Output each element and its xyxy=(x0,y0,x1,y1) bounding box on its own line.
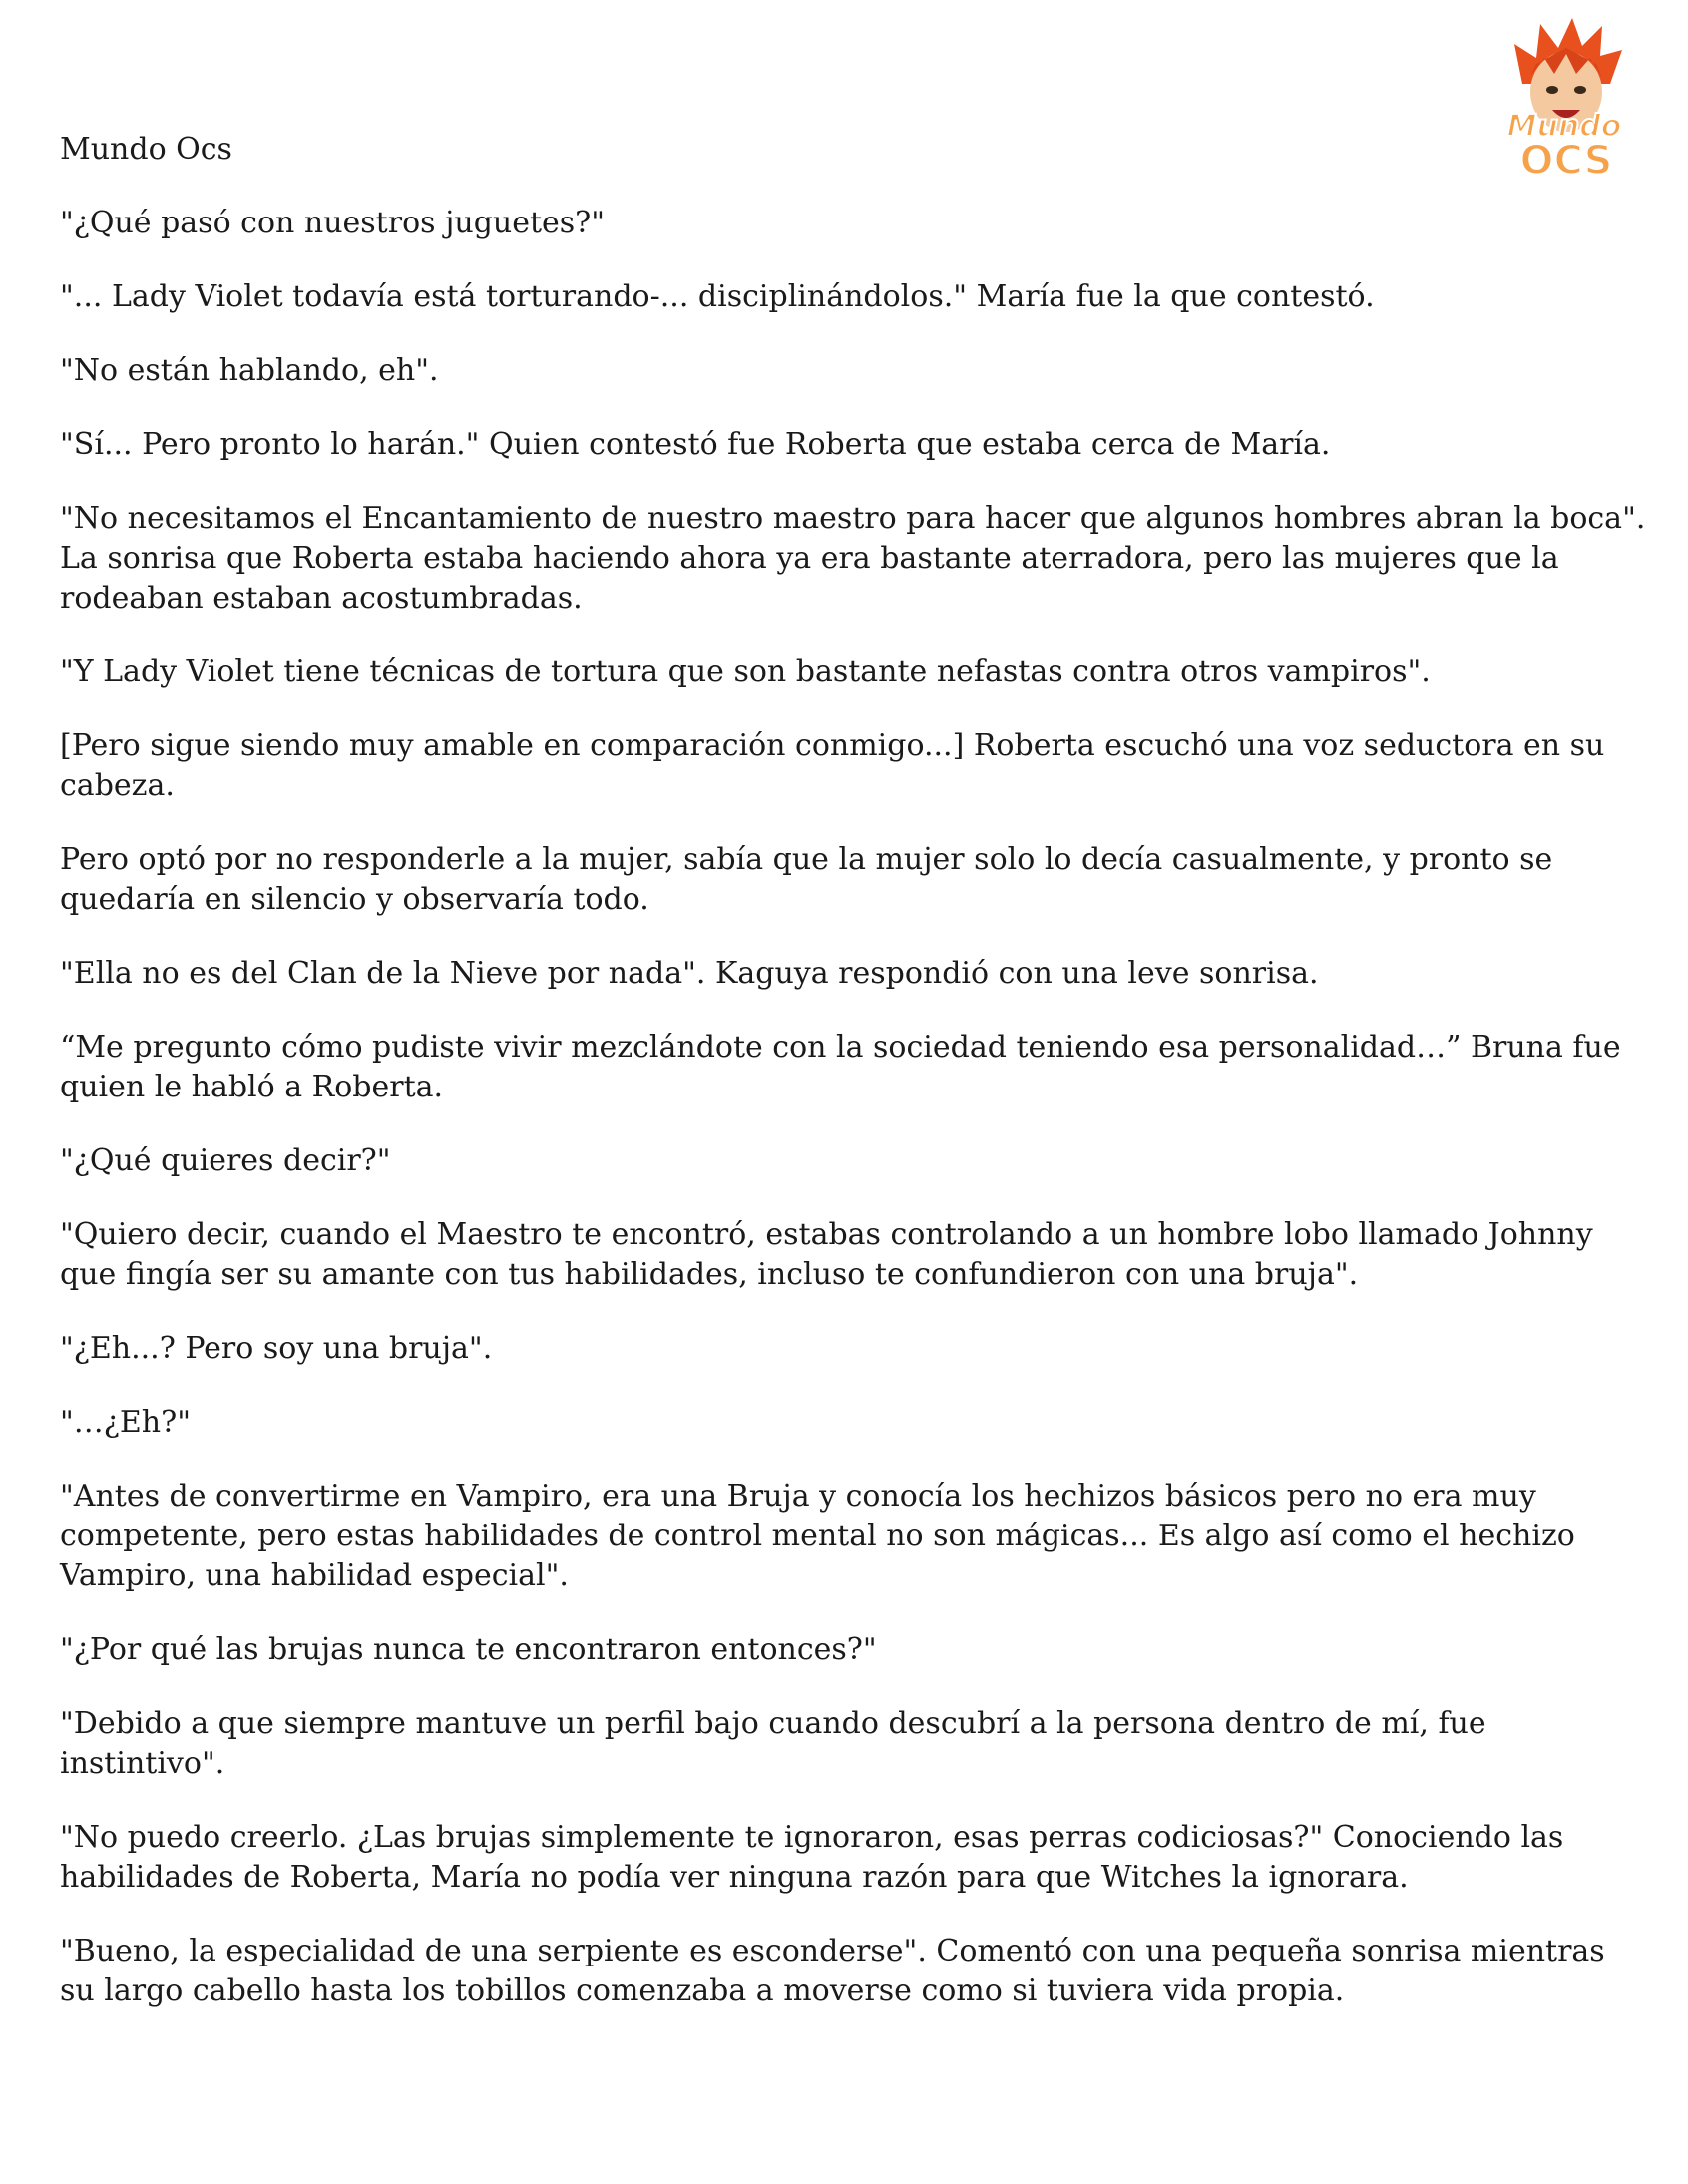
paragraph: "No puedo creerlo. ¿Las brujas simplemente te ignoraron, esas perras codiciosas?" Conociendo las habilidades de Roberta, María no podía ver ninguna razón para que Witches la ignorara. xyxy=(60,1820,1564,1895)
paragraph: "Debido a que siempre mantuve un perfil bajo cuando descubrí a la persona dentro de mí, fue instintivo". xyxy=(60,1706,1486,1781)
page-title: Mundo Ocs xyxy=(60,132,232,167)
svg-text:Mundo: Mundo xyxy=(1506,109,1622,144)
paragraph: Pero optó por no responderle a la mujer, sabía que la mujer solo lo decía casualmente, y pronto se quedaría en silencio y observaría todo. xyxy=(60,842,1553,917)
paragraph-list xyxy=(60,204,1646,2011)
paragraph: "¿Por qué las brujas nunca te encontraron entonces?" xyxy=(60,1632,877,1667)
paragraph: "Ella no es del Clan de la Nieve por nada". Kaguya respondió con una leve sonrisa. xyxy=(60,956,1319,991)
paragraph: "Y Lady Violet tiene técnicas de tortura que son bastante nefastas contra otros vampiros". xyxy=(60,655,1431,689)
paragraph: "No necesitamos el Encantamiento de nuestro maestro para hacer que algunos hombres abran la boca". La sonrisa que Roberta estaba haciendo ahora ya era bastante aterradora, pero las mujeres que la rodeaban estaban acostumbradas. xyxy=(60,501,1646,616)
paragraph: [Pero sigue siendo muy amable en comparación conmigo...] Roberta escuchó una voz seductora en su cabeza. xyxy=(60,728,1605,803)
paragraph: "Quiero decir, cuando el Maestro te encontró, estabas controlando a un hombre lobo llamado Johnny que fingía ser su amante con tus habilidades, incluso te confundieron con una bruja". xyxy=(60,1217,1593,1292)
paragraph: "¿Qué pasó con nuestros juguetes?" xyxy=(60,206,606,240)
paragraph: "¿Qué quieres decir?" xyxy=(60,1143,391,1178)
paragraph: "Bueno, la especialidad de una serpiente es esconderse". Comentó con una pequeña sonrisa mientras su largo cabello hasta los tobillos comenzaba a moverse como si tuviera vida propia. xyxy=(60,1934,1605,2008)
paragraph: "Sí... Pero pronto lo harán." Quien contestó fue Roberta que estaba cerca de María. xyxy=(60,427,1331,462)
paragraph: “Me pregunto cómo pudiste vivir mezclándote con la sociedad teniendo esa personalidad…” Bruna fue quien le habló a Roberta. xyxy=(60,1030,1621,1104)
paragraph: "Antes de convertirme en Vampiro, era una Bruja y conocía los hechizos básicos pero no era muy competente, pero estas habilidades de control mental no son mágicas... Es algo así como el hechizo Vampiro, una habilidad especial". xyxy=(60,1479,1575,1593)
paragraph: "…¿Eh?" xyxy=(60,1405,191,1440)
paragraph: "¿Eh...? Pero soy una bruja". xyxy=(60,1331,493,1366)
paragraph: "... Lady Violet todavía está torturando-... disciplinándolos." María fue la que contestó. xyxy=(60,279,1375,314)
paragraph: "No están hablando, eh". xyxy=(60,353,439,388)
document-body xyxy=(60,130,1646,2045)
svg-text:OCS: OCS xyxy=(1519,138,1613,184)
